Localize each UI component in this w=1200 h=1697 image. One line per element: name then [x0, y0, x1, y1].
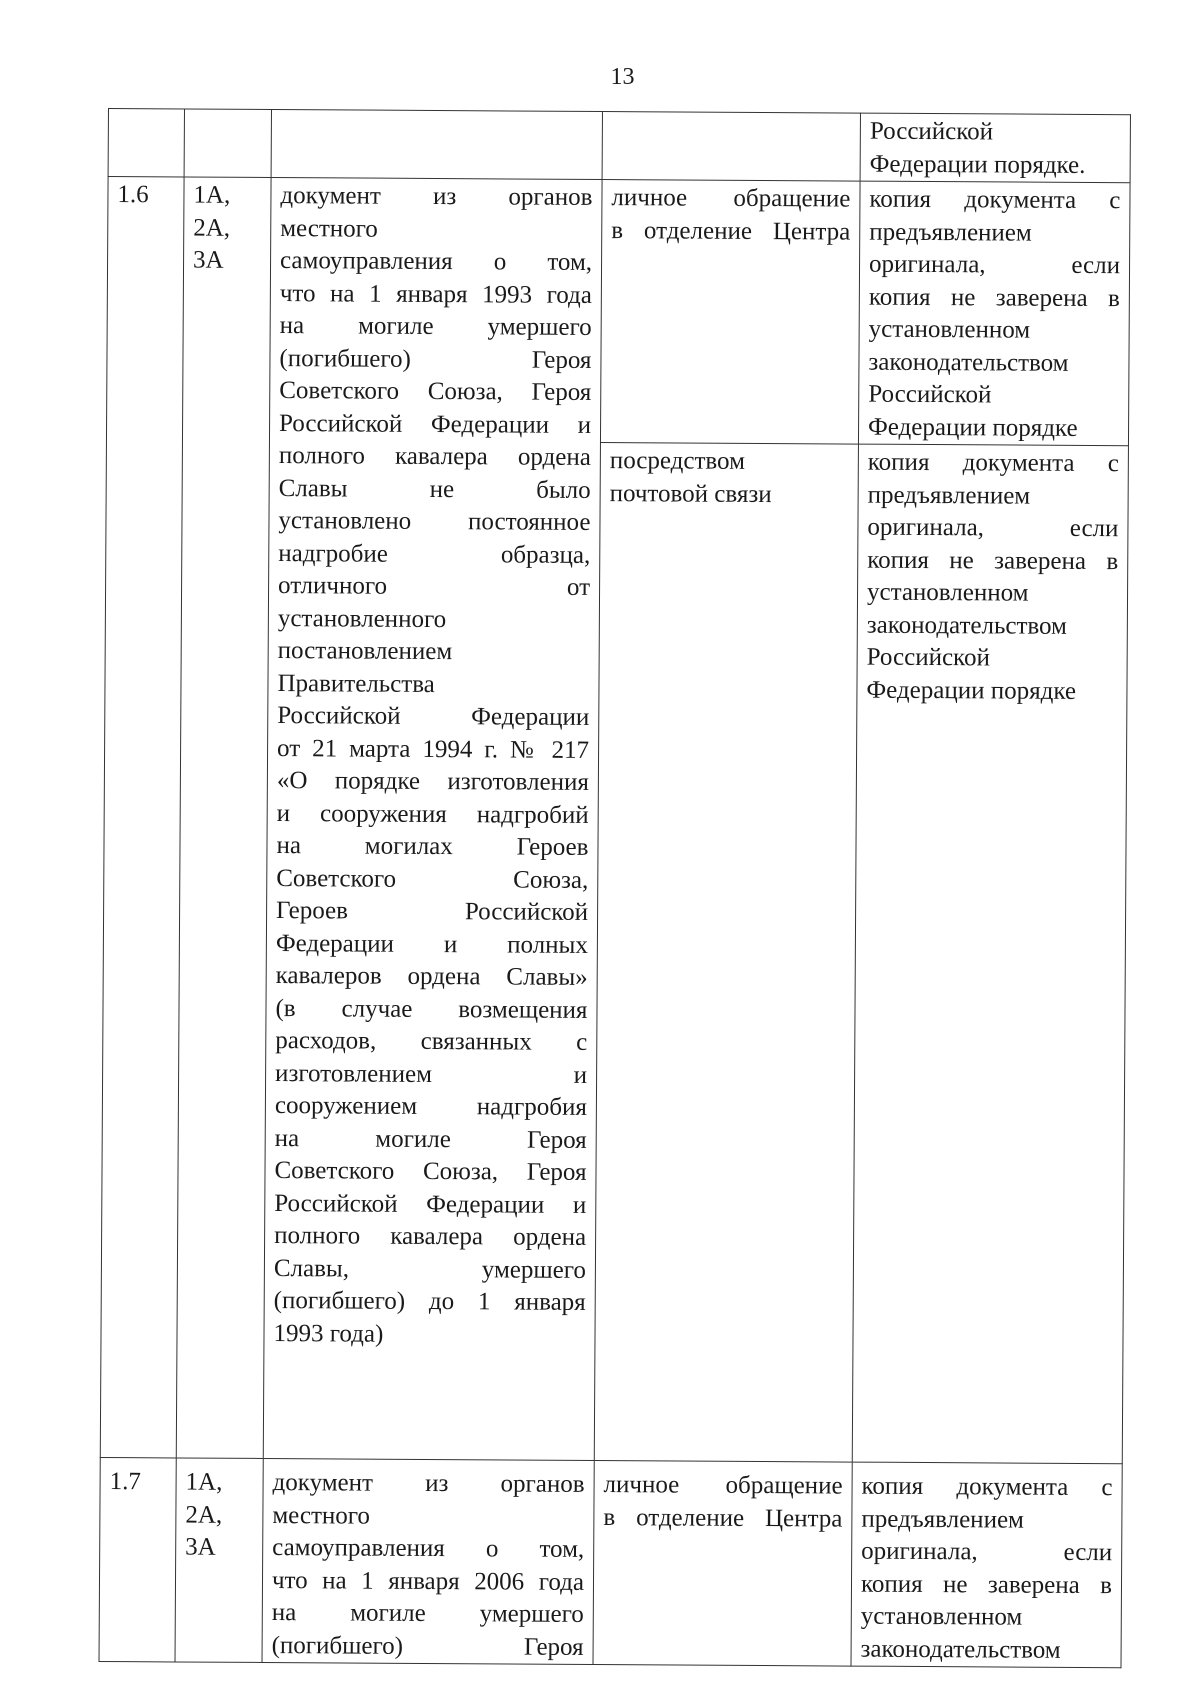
text-line: копия документа с [861, 1472, 1113, 1502]
text-line: копия документа с [867, 448, 1119, 478]
table-row [106, 177, 1130, 446]
text-line: (погибшего) Героя [279, 344, 592, 374]
text-line: Федерации порядке [867, 413, 1078, 442]
document-cell [262, 1458, 594, 1664]
text-line: документ из органов [272, 1469, 585, 1498]
category-code: 1А, [193, 181, 231, 209]
text-line: Российской [868, 380, 992, 409]
text-line: личное обращение [611, 184, 851, 213]
text-line: самоуправления о том, [279, 247, 593, 276]
document-cell [271, 109, 602, 179]
text-line: почтовой связи [609, 479, 772, 508]
category-cell [175, 1458, 263, 1663]
text-line: на могилах Героев [276, 832, 589, 861]
text-line: надгробие образца, [278, 539, 591, 569]
text-line: что на 1 января 1993 года [279, 279, 592, 309]
category-code: 3А [185, 1533, 216, 1561]
text-line: копия не заверена в [868, 283, 1120, 312]
text-line: Советского Союза, Героя [279, 377, 592, 406]
text-line: 1993 года) [273, 1319, 384, 1348]
text-line: установленного [277, 604, 447, 633]
document-form-cell [851, 1462, 1122, 1668]
category-cell [176, 177, 271, 1459]
text-line: Федерации порядке [866, 676, 1077, 705]
row-number: 1.7 [109, 1468, 141, 1496]
text-line: Российской [866, 643, 990, 672]
submission-method-cell [602, 112, 860, 182]
text-line: самоуправления о том, [272, 1534, 585, 1563]
text-line: расходов, связанных с [275, 1027, 588, 1056]
text-line: Российской Федерации и [278, 409, 592, 439]
text-line: посредством [609, 447, 746, 475]
text-line: Федерации порядке. [869, 150, 1086, 179]
text-line: документ из органов [280, 182, 593, 211]
text-line: установленном [860, 1602, 1023, 1631]
text-line: установленном [866, 578, 1029, 607]
text-line: законодательством [868, 348, 1069, 377]
category-code: 2А, [193, 214, 231, 242]
text-line: и сооружения надгробий [276, 799, 589, 829]
text-line: установленном [868, 315, 1031, 344]
text-line: в отделение Центра [603, 1503, 843, 1533]
text-line: постановлением [277, 637, 453, 666]
text-line: (в случае возмещения [275, 994, 588, 1024]
text-line: местного [272, 1501, 371, 1530]
text-line: Славы не было [278, 474, 591, 504]
text-line: изготовлением и [275, 1059, 588, 1089]
text-line: (погибшего) Героя [271, 1631, 584, 1661]
text-line: личное обращение [603, 1471, 843, 1500]
text-line: предъявлением [869, 218, 1032, 247]
text-line: Правительства [277, 669, 435, 698]
text-line: местного [280, 214, 378, 243]
category-cell [184, 109, 271, 178]
text-line: полного кавалера ордена [274, 1222, 587, 1251]
text-line: Славы, умершего [273, 1254, 586, 1284]
document-form-cell [858, 181, 1130, 446]
text-line: законодательством [866, 611, 1068, 640]
text-line: предъявлением [867, 481, 1031, 510]
text-line: на могиле умершего [271, 1599, 584, 1628]
text-line: на могиле Героя [274, 1124, 587, 1154]
table-row [108, 109, 1130, 183]
text-line: от 21 марта 1994 г. № 217 [277, 734, 590, 764]
document-cell [263, 177, 602, 1460]
category-code: 1А, [185, 1468, 223, 1496]
text-line: Федерации и полных [275, 929, 588, 959]
text-line: копия не заверена в [860, 1570, 1113, 1599]
row-number: 1.6 [117, 181, 149, 209]
text-line: копия не заверена в [867, 546, 1119, 575]
text-line: оригинала, если [868, 250, 1121, 280]
text-line: Российской [869, 117, 994, 146]
text-line: (погибшего) до 1 января [273, 1287, 586, 1316]
row-number-cell [108, 109, 184, 177]
text-line: Советского Союза, [276, 864, 589, 894]
row-number-cell [99, 1457, 176, 1661]
table-row [99, 1457, 1122, 1667]
text-line: что на 1 января 2006 года [271, 1566, 585, 1596]
text-line: копия документа с [869, 185, 1121, 215]
text-line: на могиле умершего [279, 312, 592, 341]
text-line: полного кавалера ордена [278, 442, 591, 471]
text-line: Российской Федерации и [274, 1189, 587, 1219]
text-line: в отделение Центра [611, 216, 851, 246]
text-line: Российской Федерации [277, 702, 590, 731]
text-line: оригинала, если [867, 513, 1119, 543]
row-number-cell [100, 177, 184, 1458]
submission-method-cell [594, 443, 858, 1463]
page-number: 13 [610, 64, 635, 90]
submission-method-cell [600, 180, 860, 445]
text-line: «О порядке изготовления [276, 767, 589, 796]
document-form-cell [860, 113, 1130, 183]
text-line: Героев Российской [276, 897, 589, 926]
text-line: сооружением надгробия [274, 1092, 587, 1121]
documents-table [99, 108, 1131, 1668]
text-line: законодательством [860, 1635, 1061, 1664]
category-code: 2А, [185, 1500, 223, 1529]
category-code: 3А [192, 246, 224, 274]
submission-method-cell [593, 1460, 852, 1666]
text-line: установлено постоянное [278, 507, 591, 536]
document-form-cell [852, 444, 1128, 1464]
text-line: кавалеров ордена Славы» [275, 962, 588, 991]
text-line: оригинала, если [861, 1537, 1113, 1567]
text-line: Советского Союза, Героя [274, 1157, 587, 1186]
text-line: предъявлением [861, 1505, 1024, 1534]
text-line: отличного от [278, 572, 591, 601]
